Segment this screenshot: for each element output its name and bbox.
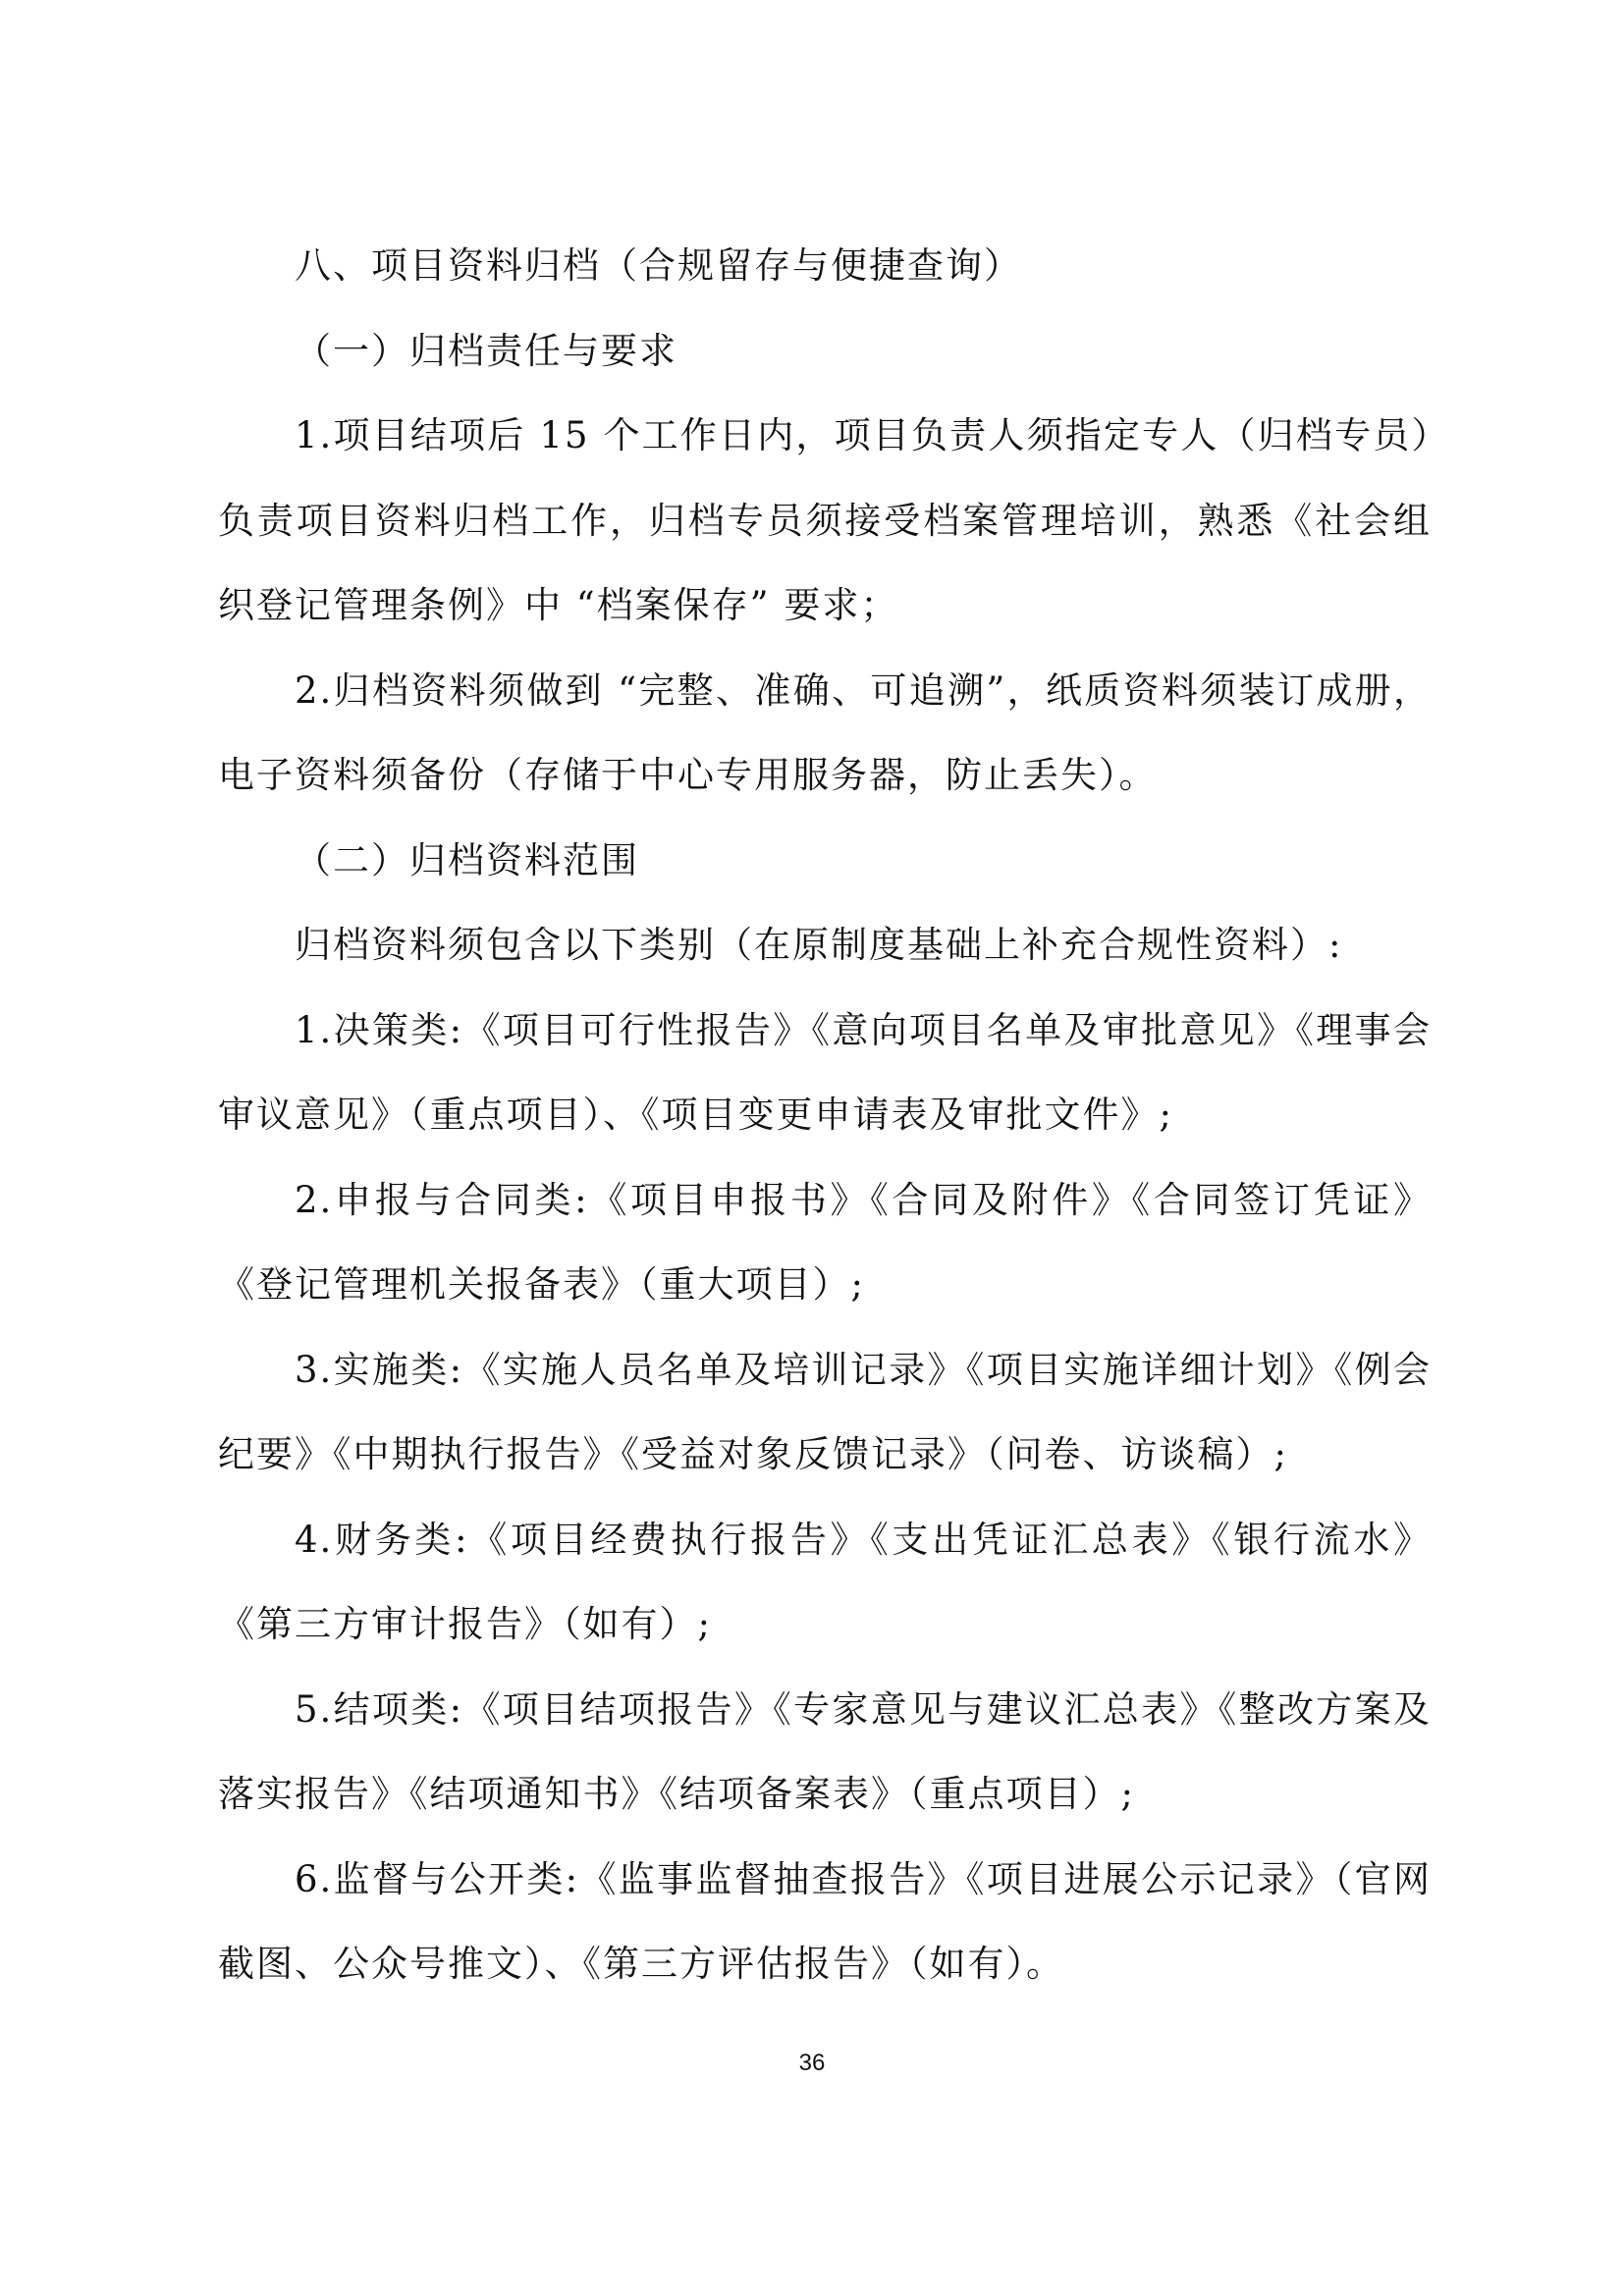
list-item-decision: 1.决策类:《项目可行性报告》《意向项目名单及审批意见》《理事会审议意见》（重点项目）、《项目变更申请表及审批文件》; [218, 1008, 1432, 1136]
paragraph-archive-quality: 2.归档资料须做到 “完整、准确、可追溯”，纸质资料须装订成册，电子资料须备份（存储于中心专用服务器，防止丢失）。 [218, 668, 1432, 796]
list-item-implementation: 3.实施类:《实施人员名单及培训记录》《项目实施详细计划》《例会纪要》《中期执行报告》《受益对象反馈记录》（问卷、访谈稿）; [218, 1348, 1432, 1475]
subsection-heading-scope: （二）归档资料范围 [295, 838, 639, 881]
document-body [218, 224, 1432, 2007]
list-item-finance: 4.财务类:《项目经费执行报告》《支出凭证汇总表》《银行流水》《第三方审计报告》（如有）; [218, 1518, 1432, 1645]
list-item-supervision: 6.监督与公开类:《监事监督抽查报告》《项目进展公示记录》（官网截图、公众号推文）、《第三方评估报告》（如有）。 [218, 1857, 1432, 1985]
subsection-heading-responsibility: （一）归档责任与要求 [295, 329, 677, 372]
list-item-closing: 5.结项类:《项目结项报告》《专家意见与建议汇总表》《整改方案及落实报告》《结项通知书》《结项备案表》（重点项目）; [218, 1687, 1432, 1815]
paragraph-scope-intro: 归档资料须包含以下类别（在原制度基础上补充合规性资料）: [295, 924, 1343, 966]
list-item-application-contract: 2.申报与合同类:《项目申报书》《合同及附件》《合同签订凭证》《登记管理机关报备表》（重大项目）; [218, 1178, 1432, 1306]
paragraph-archive-duty: 1.项目结项后 15 个工作日内，项目负责人须指定专人（归档专员）负责项目资料归档工作，归档专员须接受档案管理培训，熟悉《社会组织登记管理条例》中 “档案保存” 要求； [218, 414, 1432, 626]
page-number: 36 [798, 2050, 826, 2076]
section-heading-archiving: 八、项目资料归档（合规留存与便捷查询） [295, 244, 1022, 287]
